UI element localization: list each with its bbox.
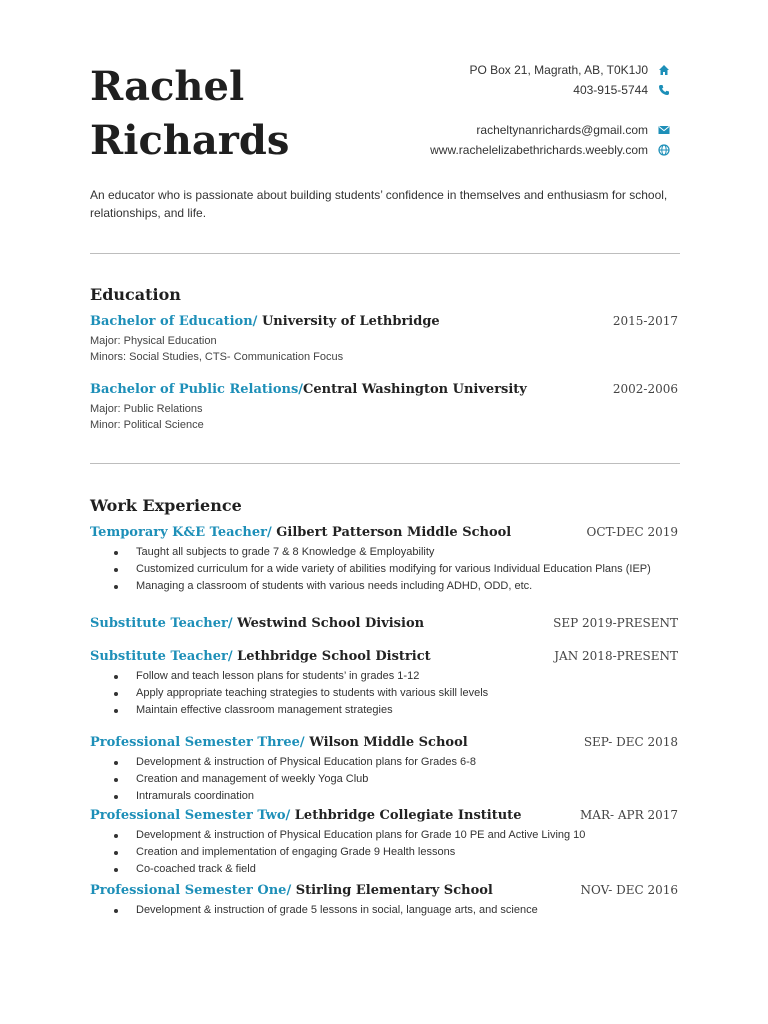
- degree-name: Bachelor of Education/: [90, 314, 258, 329]
- job-role: Temporary K&E Teacher/: [90, 525, 272, 540]
- job-dates: JAN 2018-PRESENT: [554, 649, 678, 663]
- job-bullet: Co-coached track & field: [90, 861, 678, 878]
- school-name: University of Lethbridge: [257, 314, 440, 329]
- summary-text: An educator who is passionate about building students’ confidence in themselves and enthusiasm for school, relationships, and life.: [90, 188, 668, 220]
- work-entry: [90, 647, 678, 719]
- email-icon: [658, 124, 670, 136]
- job-dates: OCT-DEC 2019: [586, 525, 678, 539]
- job-dates: MAR- APR 2017: [580, 808, 678, 822]
- job-bullet: Development & instruction of Physical Education plans for Grade 10 PE and Active Living 10: [90, 827, 678, 844]
- job-dates: NOV- DEC 2016: [580, 883, 678, 897]
- job-bullet: Maintain effective classroom management strategies: [90, 702, 678, 719]
- job-bullet: Managing a classroom of students with various needs including ADHD, ODD, etc.: [90, 578, 678, 595]
- education-entry: [90, 312, 678, 365]
- employer-name: Westwind School Division: [232, 616, 425, 631]
- work-entry: [90, 614, 678, 633]
- work-entry: [90, 733, 678, 805]
- job-role: Professional Semester Two/: [90, 808, 291, 823]
- work-heading: Work Experience: [90, 496, 242, 515]
- email-row: [430, 120, 670, 140]
- website-link[interactable]: www.rachelelizabethrichards.weebly.com: [430, 143, 648, 157]
- website-row: [430, 140, 670, 160]
- education-dates: 2002-2006: [612, 382, 678, 396]
- job-bullet: Customized curriculum for a wide variety of abilities modifying for various Individual Education Plans (IEP): [90, 561, 678, 578]
- job-bullet: Development & instruction of Physical Education plans for Grades 6-8: [90, 754, 678, 771]
- address: PO Box 21, Magrath, AB, T0K1J0: [469, 63, 648, 77]
- employer-name: Lethbridge Collegiate Institute: [290, 808, 522, 823]
- education-detail: Major: Public Relations: [90, 403, 203, 415]
- education-detail: Minors: Social Studies, CTS- Communication Focus: [90, 351, 344, 363]
- divider: [90, 463, 680, 464]
- work-entry: [90, 806, 678, 878]
- globe-icon: [658, 144, 670, 156]
- address-row: [430, 60, 670, 80]
- divider: [90, 253, 680, 254]
- job-role: Substitute Teacher/: [90, 649, 233, 664]
- education-entry: [90, 380, 678, 433]
- job-role: Professional Semester Three/: [90, 735, 305, 750]
- employer-name: Gilbert Patterson Middle School: [271, 525, 512, 540]
- education-detail: Minor: Political Science: [90, 419, 204, 431]
- candidate-name: [90, 60, 289, 168]
- email-link[interactable]: racheltynanrichards@gmail.com: [476, 123, 648, 137]
- job-dates: SEP 2019-PRESENT: [553, 616, 678, 630]
- job-bullet: Intramurals coordination: [90, 788, 678, 805]
- job-bullet: Follow and teach lesson plans for students’ in grades 1-12: [90, 668, 678, 685]
- contact-block: [430, 60, 670, 160]
- employer-name: Wilson Middle School: [304, 735, 468, 750]
- job-bullet: Apply appropriate teaching strategies to students with various skill levels: [90, 685, 678, 702]
- job-bullet: Taught all subjects to grade 7 & 8 Knowledge & Employability: [90, 544, 678, 561]
- education-dates: 2015-2017: [612, 314, 678, 328]
- job-bullet: Development & instruction of grade 5 lessons in social, language arts, and science: [90, 902, 678, 919]
- education-heading: Education: [90, 285, 181, 304]
- job-bullet: Creation and implementation of engaging Grade 9 Health lessons: [90, 844, 678, 861]
- work-entry: [90, 523, 678, 595]
- phone-icon: [658, 84, 670, 96]
- job-role: Professional Semester One/: [90, 883, 292, 898]
- job-role: Substitute Teacher/: [90, 616, 233, 631]
- phone-row: [430, 80, 670, 100]
- last-name: Richards: [90, 117, 290, 164]
- home-icon: [658, 64, 670, 76]
- job-dates: SEP- DEC 2018: [583, 735, 678, 749]
- employer-name: Stirling Elementary School: [291, 883, 493, 898]
- first-name: Rachel: [90, 63, 245, 110]
- job-bullet: Creation and management of weekly Yoga Club: [90, 771, 678, 788]
- school-name: Central Washington University: [303, 382, 527, 397]
- employer-name: Lethbridge School District: [232, 649, 431, 664]
- work-entry: [90, 881, 678, 919]
- phone: 403-915-5744: [573, 83, 648, 97]
- education-detail: Major: Physical Education: [90, 335, 217, 347]
- degree-name: Bachelor of Public Relations/: [90, 382, 304, 397]
